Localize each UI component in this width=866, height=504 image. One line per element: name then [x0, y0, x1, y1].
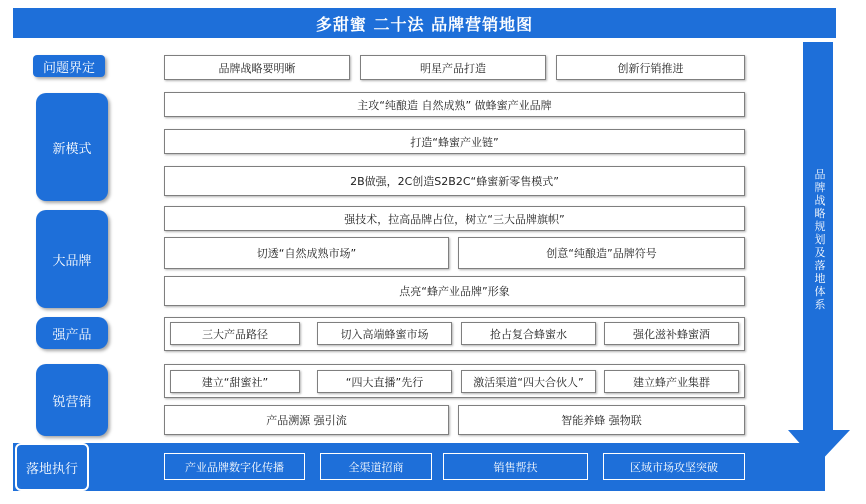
label-execution: 落地执行: [15, 443, 89, 491]
arrow-label: 品牌战略规划及落地体系: [814, 168, 826, 311]
new-mode-box-2: 打造“蜂蜜产业链”: [164, 129, 745, 154]
label-new-mode: 新模式: [36, 93, 108, 201]
big-brand-bottom: 点亮“蜂产业品牌”形象: [164, 276, 745, 306]
big-brand-top: 强技术，拉高品牌占位，树立“三大品牌旗帜”: [164, 206, 745, 231]
new-mode-box-1: 主攻“纯酿造 自然成熟” 做蜂蜜产业品牌: [164, 92, 745, 117]
marketing-box-1: 建立“甜蜜社”: [170, 370, 300, 393]
new-mode-box-3: 2B做强，2C创造S2B2C“蜂蜜新零售模式”: [164, 166, 745, 196]
execution-box-1: 产业品牌数字化传播: [164, 453, 305, 480]
page-title: 多甜蜜 二十法 品牌营销地图: [13, 8, 836, 38]
marketing-bottom-left: 产品溯源 强引流: [164, 405, 449, 435]
problem-box-2: 明星产品打造: [360, 55, 546, 80]
execution-box-2: 全渠道招商: [320, 453, 432, 480]
label-problem: 问题界定: [33, 55, 105, 77]
marketing-box-2: “四大直播”先行: [317, 370, 452, 393]
problem-box-1: 品牌战略要明晰: [164, 55, 350, 80]
label-sharp-marketing: 锐营销: [36, 364, 108, 436]
strong-product-box-2: 切入高端蜂蜜市场: [317, 322, 452, 345]
execution-box-3: 销售帮扶: [443, 453, 588, 480]
strong-product-box-3: 抢占复合蜂蜜水: [461, 322, 596, 345]
strong-product-box-4: 强化滋补蜂蜜酒: [604, 322, 739, 345]
problem-box-3: 创新行销推进: [556, 55, 745, 80]
strong-product-box-1: 三大产品路径: [170, 322, 300, 345]
label-strong-product: 强产品: [36, 317, 108, 349]
label-big-brand: 大品牌: [36, 210, 108, 308]
marketing-box-4: 建立蜂产业集群: [604, 370, 739, 393]
big-brand-left: 切透“自然成熟市场”: [164, 237, 449, 269]
marketing-bottom-right: 智能养蜂 强物联: [458, 405, 745, 435]
marketing-box-3: 激活渠道“四大合伙人”: [461, 370, 596, 393]
big-brand-right: 创意“纯酿造”品牌符号: [458, 237, 745, 269]
execution-box-4: 区域市场攻坚突破: [603, 453, 745, 480]
